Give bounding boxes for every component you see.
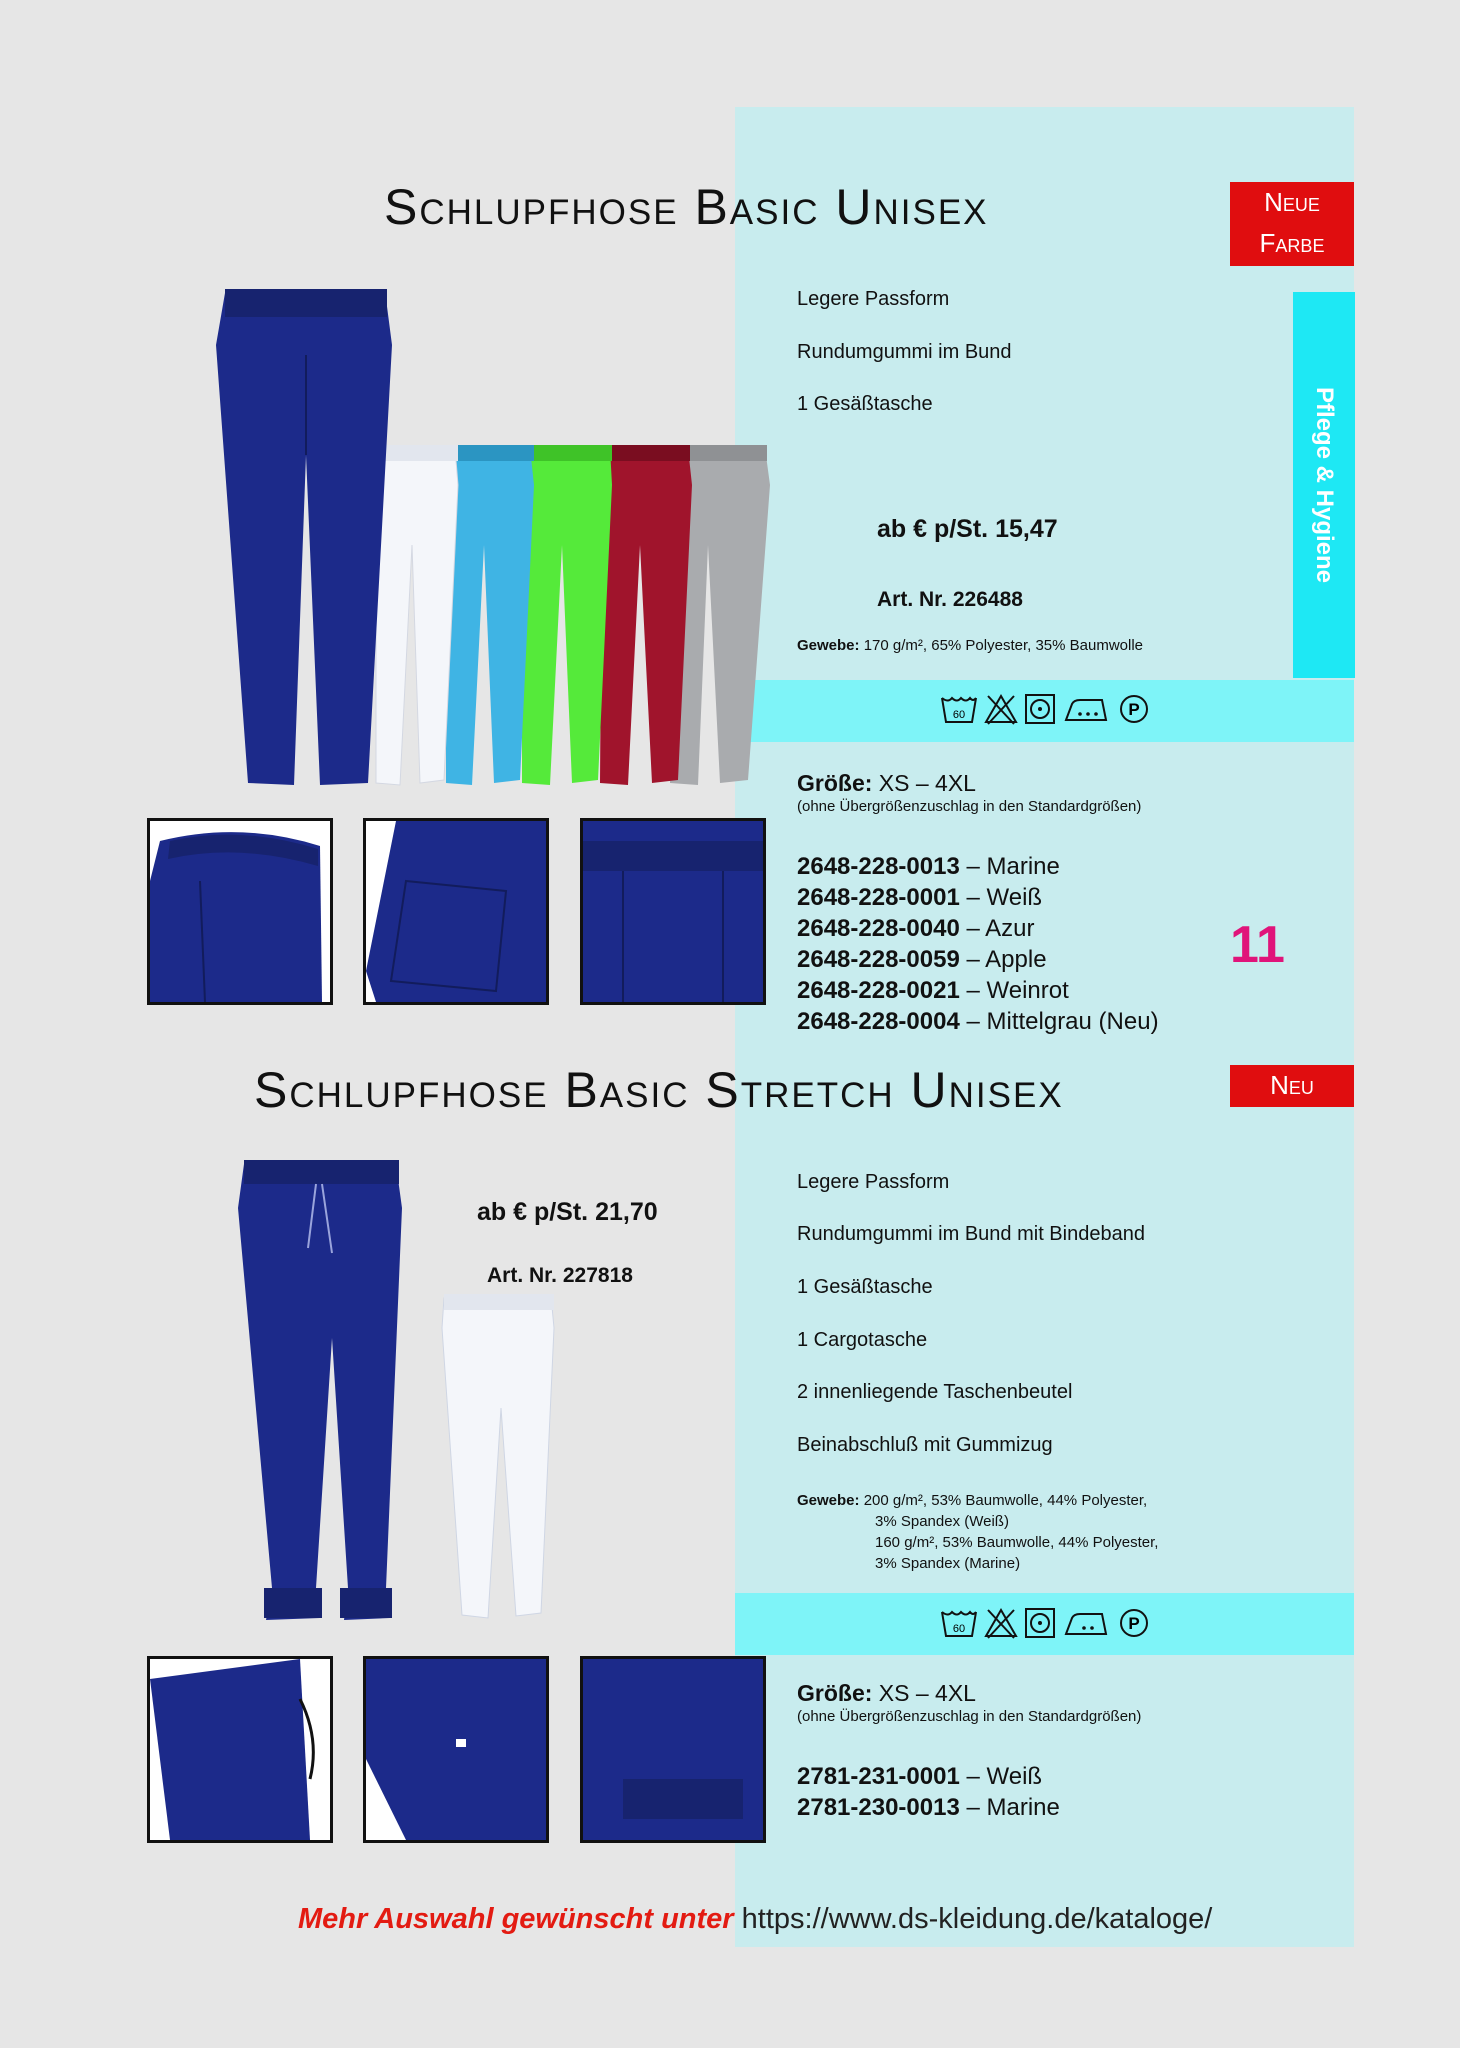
fabric-label: Gewebe: xyxy=(797,1492,860,1509)
variant-name: – Azur xyxy=(966,915,1035,942)
dry-clean-p-icon xyxy=(1118,1607,1150,1639)
variant-row xyxy=(797,1006,1159,1037)
variant-row xyxy=(797,944,1159,975)
product2-feature-2: Rundumgummi im Bund mit Bindeband xyxy=(797,1223,1145,1245)
svg-text:60: 60 xyxy=(952,709,966,721)
variant-name: – Marine xyxy=(966,1794,1060,1821)
wash-60-icon xyxy=(940,692,978,726)
product1-size-note: (ohne Übergrößenzuschlag in den Standardgrößen) xyxy=(797,798,1142,815)
iron-icon xyxy=(1062,694,1112,724)
tumble-dry-icon xyxy=(1024,1607,1056,1639)
variant-name: – Apple xyxy=(966,946,1047,973)
product1-care-symbols xyxy=(940,692,1150,726)
product2-variant-list xyxy=(797,1761,1060,1823)
page-number: 11 xyxy=(1230,916,1285,974)
variant-name: – Weiß xyxy=(966,884,1043,911)
product2-fabric xyxy=(797,1490,1158,1574)
variant-code: 2648-228-0013 xyxy=(797,853,960,880)
product2-feature-1: Legere Passform xyxy=(797,1171,950,1193)
fabric-line: 3% Spandex (Marine) xyxy=(875,1555,1021,1572)
variant-name: – Marine xyxy=(966,853,1060,880)
category-label: Pflege & Hygiene xyxy=(1311,386,1338,584)
size-value: XS – 4XL xyxy=(878,770,976,796)
product2-feature-5: 2 innenliegende Taschenbeutel xyxy=(797,1381,1073,1403)
product2-art-nr: Art. Nr. 227818 xyxy=(487,1264,633,1287)
badge-line-1: Neue xyxy=(1264,187,1320,217)
size-label: Größe: xyxy=(797,1680,873,1706)
pants-azur xyxy=(446,448,534,785)
iron-icon xyxy=(1062,1608,1112,1638)
fabric-line: 200 g/m², 53% Baumwolle, 44% Polyester, xyxy=(863,1492,1148,1509)
variant-name: – Mittelgrau (Neu) xyxy=(966,1008,1159,1035)
variant-row xyxy=(797,913,1159,944)
product1-feature-3: 1 Gesäßtasche xyxy=(797,393,933,415)
pants-white xyxy=(376,448,458,785)
fabric-text: 170 g/m², 65% Polyester, 35% Baumwolle xyxy=(863,637,1144,654)
no-bleach-icon xyxy=(984,1606,1018,1640)
pants-wine xyxy=(600,448,692,785)
product2-feature-6: Beinabschluß mit Gummizug xyxy=(797,1434,1053,1456)
product2-feature-3: 1 Gesäßtasche xyxy=(797,1276,933,1298)
product2-care-symbols xyxy=(940,1606,1150,1640)
product2-new-badge: Neu xyxy=(1230,1065,1354,1107)
product1-size xyxy=(797,770,976,797)
product2-image xyxy=(236,1158,566,1628)
variant-name: – Weinrot xyxy=(966,977,1069,1004)
product1-feature-2: Rundumgummi im Bund xyxy=(797,341,1012,363)
variant-row xyxy=(797,882,1159,913)
product2-detail-thumb-3 xyxy=(580,1656,766,1843)
category-side-tab xyxy=(1293,292,1355,678)
footer-prompt: Mehr Auswahl gewünscht unter xyxy=(298,1903,734,1935)
footer xyxy=(298,1903,1212,1936)
product2-price: ab € p/St. 21,70 xyxy=(477,1198,658,1226)
variant-code: 2781-230-0013 xyxy=(797,1794,960,1821)
product1-image xyxy=(200,285,770,790)
variant-row xyxy=(797,1761,1060,1792)
variant-row xyxy=(797,851,1159,882)
product2-size-note: (ohne Übergrößenzuschlag in den Standardgrößen) xyxy=(797,1708,1142,1725)
product2-feature-4: 1 Cargotasche xyxy=(797,1329,928,1351)
product1-price: ab € p/St. 15,47 xyxy=(877,515,1058,543)
pants-apple xyxy=(522,448,612,785)
tumble-dry-icon xyxy=(1024,693,1056,725)
product2-detail-thumb-2 xyxy=(363,1656,549,1843)
product1-detail-thumb-2 xyxy=(363,818,549,1005)
variant-code: 2648-228-0059 xyxy=(797,946,960,973)
variant-code: 2648-228-0004 xyxy=(797,1008,960,1035)
product2-title: Schlupfhose Basic Stretch Unisex xyxy=(254,1062,1064,1118)
product1-new-color-badge xyxy=(1230,182,1354,266)
product2-size xyxy=(797,1680,976,1707)
pants-white xyxy=(442,1296,554,1618)
product2-detail-thumb-1 xyxy=(147,1656,333,1843)
size-label: Größe: xyxy=(797,770,873,796)
variant-row xyxy=(797,1792,1060,1823)
variant-code: 2648-228-0001 xyxy=(797,884,960,911)
product1-detail-thumb-1 xyxy=(147,818,333,1005)
variant-code: 2648-228-0021 xyxy=(797,977,960,1004)
variant-code: 2781-231-0001 xyxy=(797,1763,960,1790)
product1-art-nr: Art. Nr. 226488 xyxy=(877,588,1023,611)
product1-variant-list xyxy=(797,851,1159,1037)
pants-marine xyxy=(216,291,392,785)
svg-text:P: P xyxy=(1128,700,1140,719)
product1-detail-thumb-3 xyxy=(580,818,766,1005)
svg-text:60: 60 xyxy=(952,1623,966,1635)
fabric-line: 160 g/m², 53% Baumwolle, 44% Polyester, xyxy=(875,1534,1159,1551)
wash-60-icon xyxy=(940,1606,978,1640)
variant-code: 2648-228-0040 xyxy=(797,915,960,942)
product1-title: Schlupfhose Basic Unisex xyxy=(384,179,989,235)
badge-line-2: Farbe xyxy=(1259,228,1325,258)
size-value: XS – 4XL xyxy=(878,1680,976,1706)
pants-marine xyxy=(238,1164,402,1620)
product1-fabric xyxy=(797,635,1143,656)
catalog-link[interactable]: https://www.ds-kleidung.de/kataloge/ xyxy=(741,1903,1213,1935)
svg-text:P: P xyxy=(1128,1614,1140,1633)
dry-clean-p-icon xyxy=(1118,693,1150,725)
variant-name: – Weiß xyxy=(966,1763,1043,1790)
variant-row xyxy=(797,975,1159,1006)
no-bleach-icon xyxy=(984,692,1018,726)
fabric-label: Gewebe: xyxy=(797,637,860,654)
product1-feature-1: Legere Passform xyxy=(797,288,950,310)
fabric-line: 3% Spandex (Weiß) xyxy=(875,1513,1009,1530)
